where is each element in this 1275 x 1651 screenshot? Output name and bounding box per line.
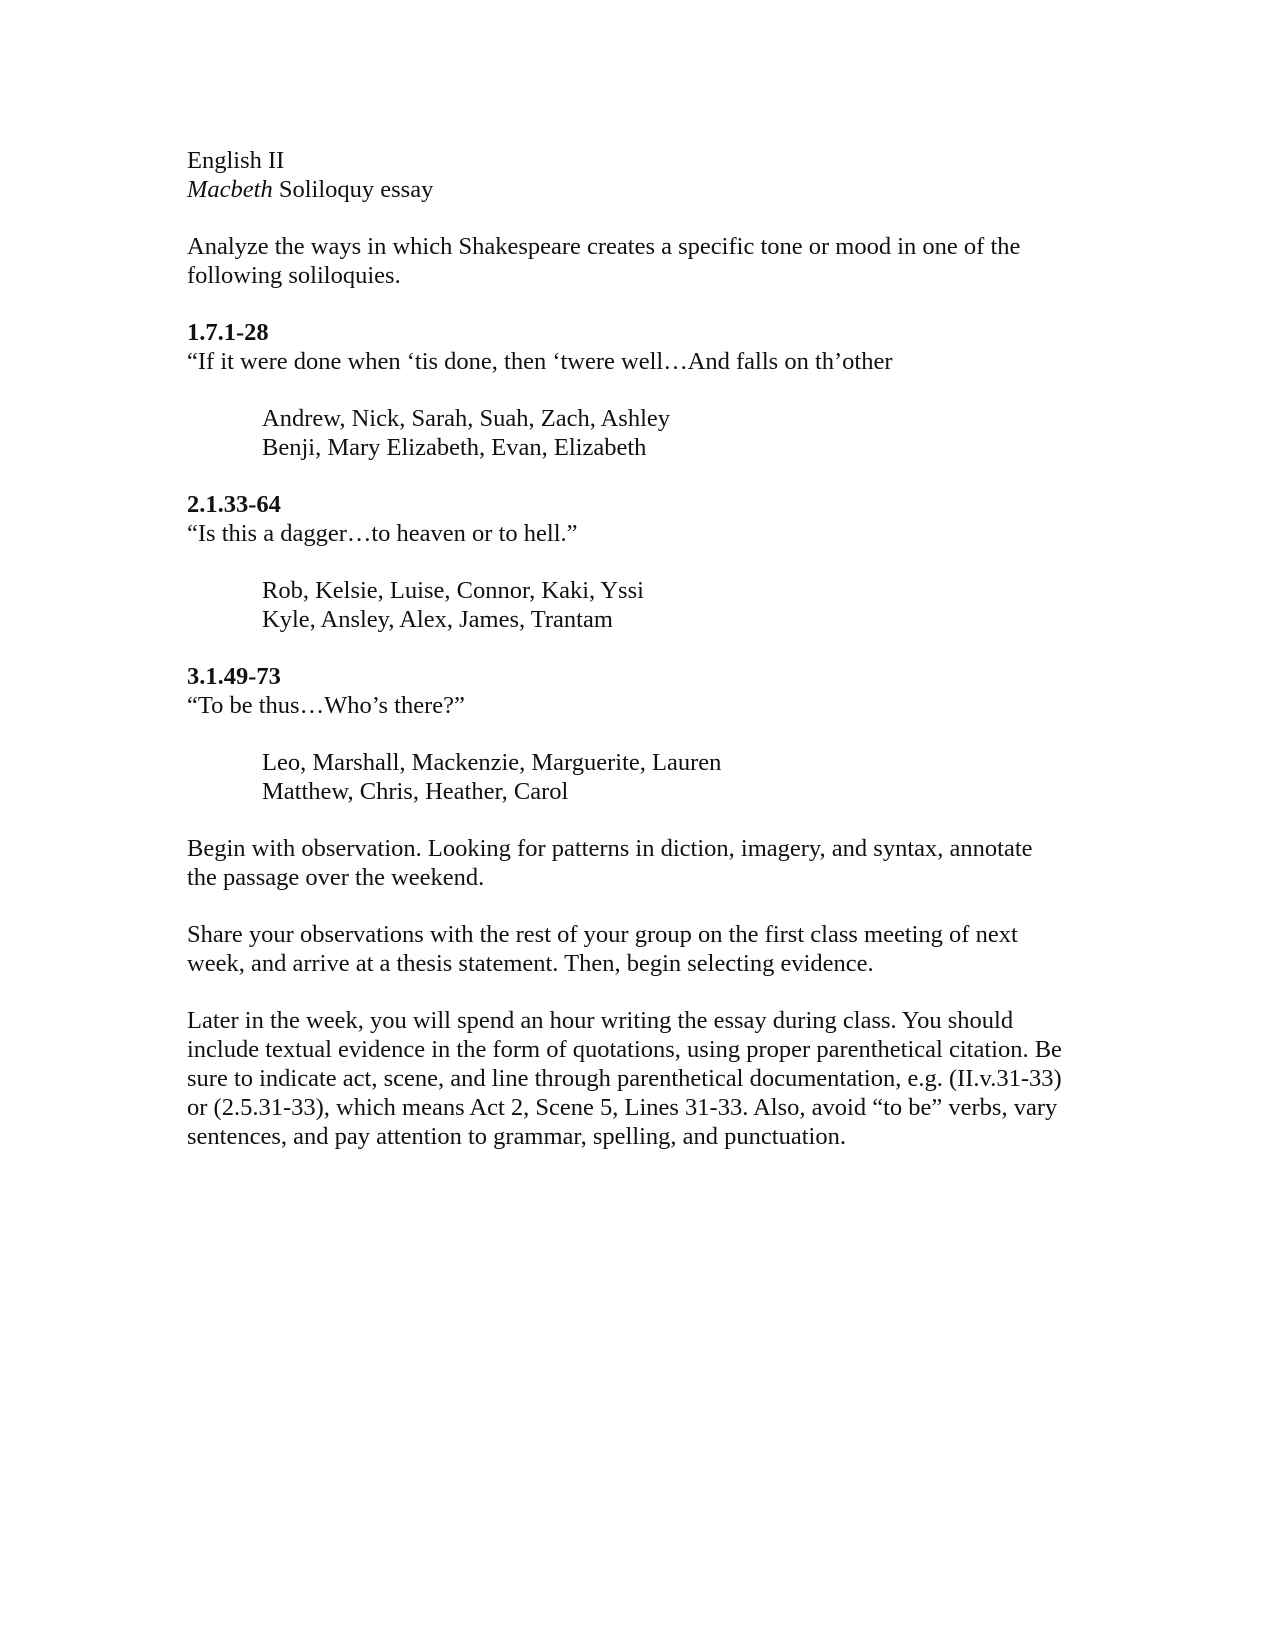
instruction-line: sure to indicate act, scene, and line through parenthetical documentation, e.g. (II.v.31-33) bbox=[187, 1065, 1062, 1092]
group-members: Benji, Mary Elizabeth, Evan, Elizabeth bbox=[262, 434, 647, 461]
instruction-line: Begin with observation. Looking for patterns in diction, imagery, and syntax, annotate bbox=[187, 835, 1033, 862]
assignment-title bbox=[187, 175, 1087, 204]
group-list bbox=[187, 748, 1087, 806]
instruction-line: Share your observations with the rest of your group on the first class meeting of next bbox=[187, 921, 1018, 948]
instruction-line: include textual evidence in the form of quotations, using proper parenthetical citation. Be bbox=[187, 1036, 1062, 1063]
document-header bbox=[187, 146, 1087, 204]
document-page bbox=[187, 146, 1087, 1151]
soliloquy-section bbox=[187, 662, 1087, 720]
spacer bbox=[187, 978, 1087, 1006]
instructions-paragraph bbox=[187, 834, 1087, 892]
prompt-line: following soliloquies. bbox=[187, 262, 401, 289]
soliloquy-section bbox=[187, 490, 1087, 548]
group-members: Matthew, Chris, Heather, Carol bbox=[262, 778, 569, 805]
instructions-paragraph bbox=[187, 1006, 1087, 1151]
assignment-title-rest: Soliloquy essay bbox=[272, 176, 434, 203]
instruction-line: or (2.5.31-33), which means Act 2, Scene 5, Lines 31-33. Also, avoid “to be” verbs, vary bbox=[187, 1094, 1058, 1121]
group-members: Leo, Marshall, Mackenzie, Marguerite, Lauren bbox=[262, 749, 722, 776]
soliloquy-quote: “Is this a dagger…to heaven or to hell.” bbox=[187, 520, 578, 547]
course-name: English II bbox=[187, 147, 285, 174]
instruction-line: sentences, and pay attention to grammar, spelling, and punctuation. bbox=[187, 1123, 846, 1150]
spacer bbox=[187, 720, 1087, 748]
soliloquy-section bbox=[187, 318, 1087, 376]
spacer bbox=[187, 462, 1087, 490]
soliloquy-reference: 1.7.1-28 bbox=[187, 319, 269, 346]
instruction-line: Later in the week, you will spend an hour writing the essay during class. You should bbox=[187, 1007, 1014, 1034]
spacer bbox=[187, 204, 1087, 232]
group-members: Andrew, Nick, Sarah, Suah, Zach, Ashley bbox=[262, 405, 671, 432]
spacer bbox=[187, 806, 1087, 834]
soliloquy-quote: “If it were done when ‘tis done, then ‘twere well…And falls on th’other bbox=[187, 348, 893, 375]
soliloquy-reference: 2.1.33-64 bbox=[187, 491, 281, 518]
spacer bbox=[187, 892, 1087, 920]
group-list bbox=[187, 404, 1087, 462]
assignment-prompt bbox=[187, 232, 1087, 290]
soliloquy-reference: 3.1.49-73 bbox=[187, 663, 281, 690]
instructions-paragraph bbox=[187, 920, 1087, 978]
prompt-line: Analyze the ways in which Shakespeare creates a specific tone or mood in one of the bbox=[187, 233, 1021, 260]
spacer bbox=[187, 548, 1087, 576]
spacer bbox=[187, 290, 1087, 318]
group-list bbox=[187, 576, 1087, 634]
assignment-title-italic: Macbeth bbox=[187, 176, 273, 203]
group-members: Rob, Kelsie, Luise, Connor, Kaki, Yssi bbox=[262, 577, 644, 604]
instruction-line: week, and arrive at a thesis statement. Then, begin selecting evidence. bbox=[187, 950, 874, 977]
spacer bbox=[187, 634, 1087, 662]
spacer bbox=[187, 376, 1087, 404]
soliloquy-quote: “To be thus…Who’s there?” bbox=[187, 692, 465, 719]
group-members: Kyle, Ansley, Alex, James, Trantam bbox=[262, 606, 613, 633]
instruction-line: the passage over the weekend. bbox=[187, 864, 485, 891]
